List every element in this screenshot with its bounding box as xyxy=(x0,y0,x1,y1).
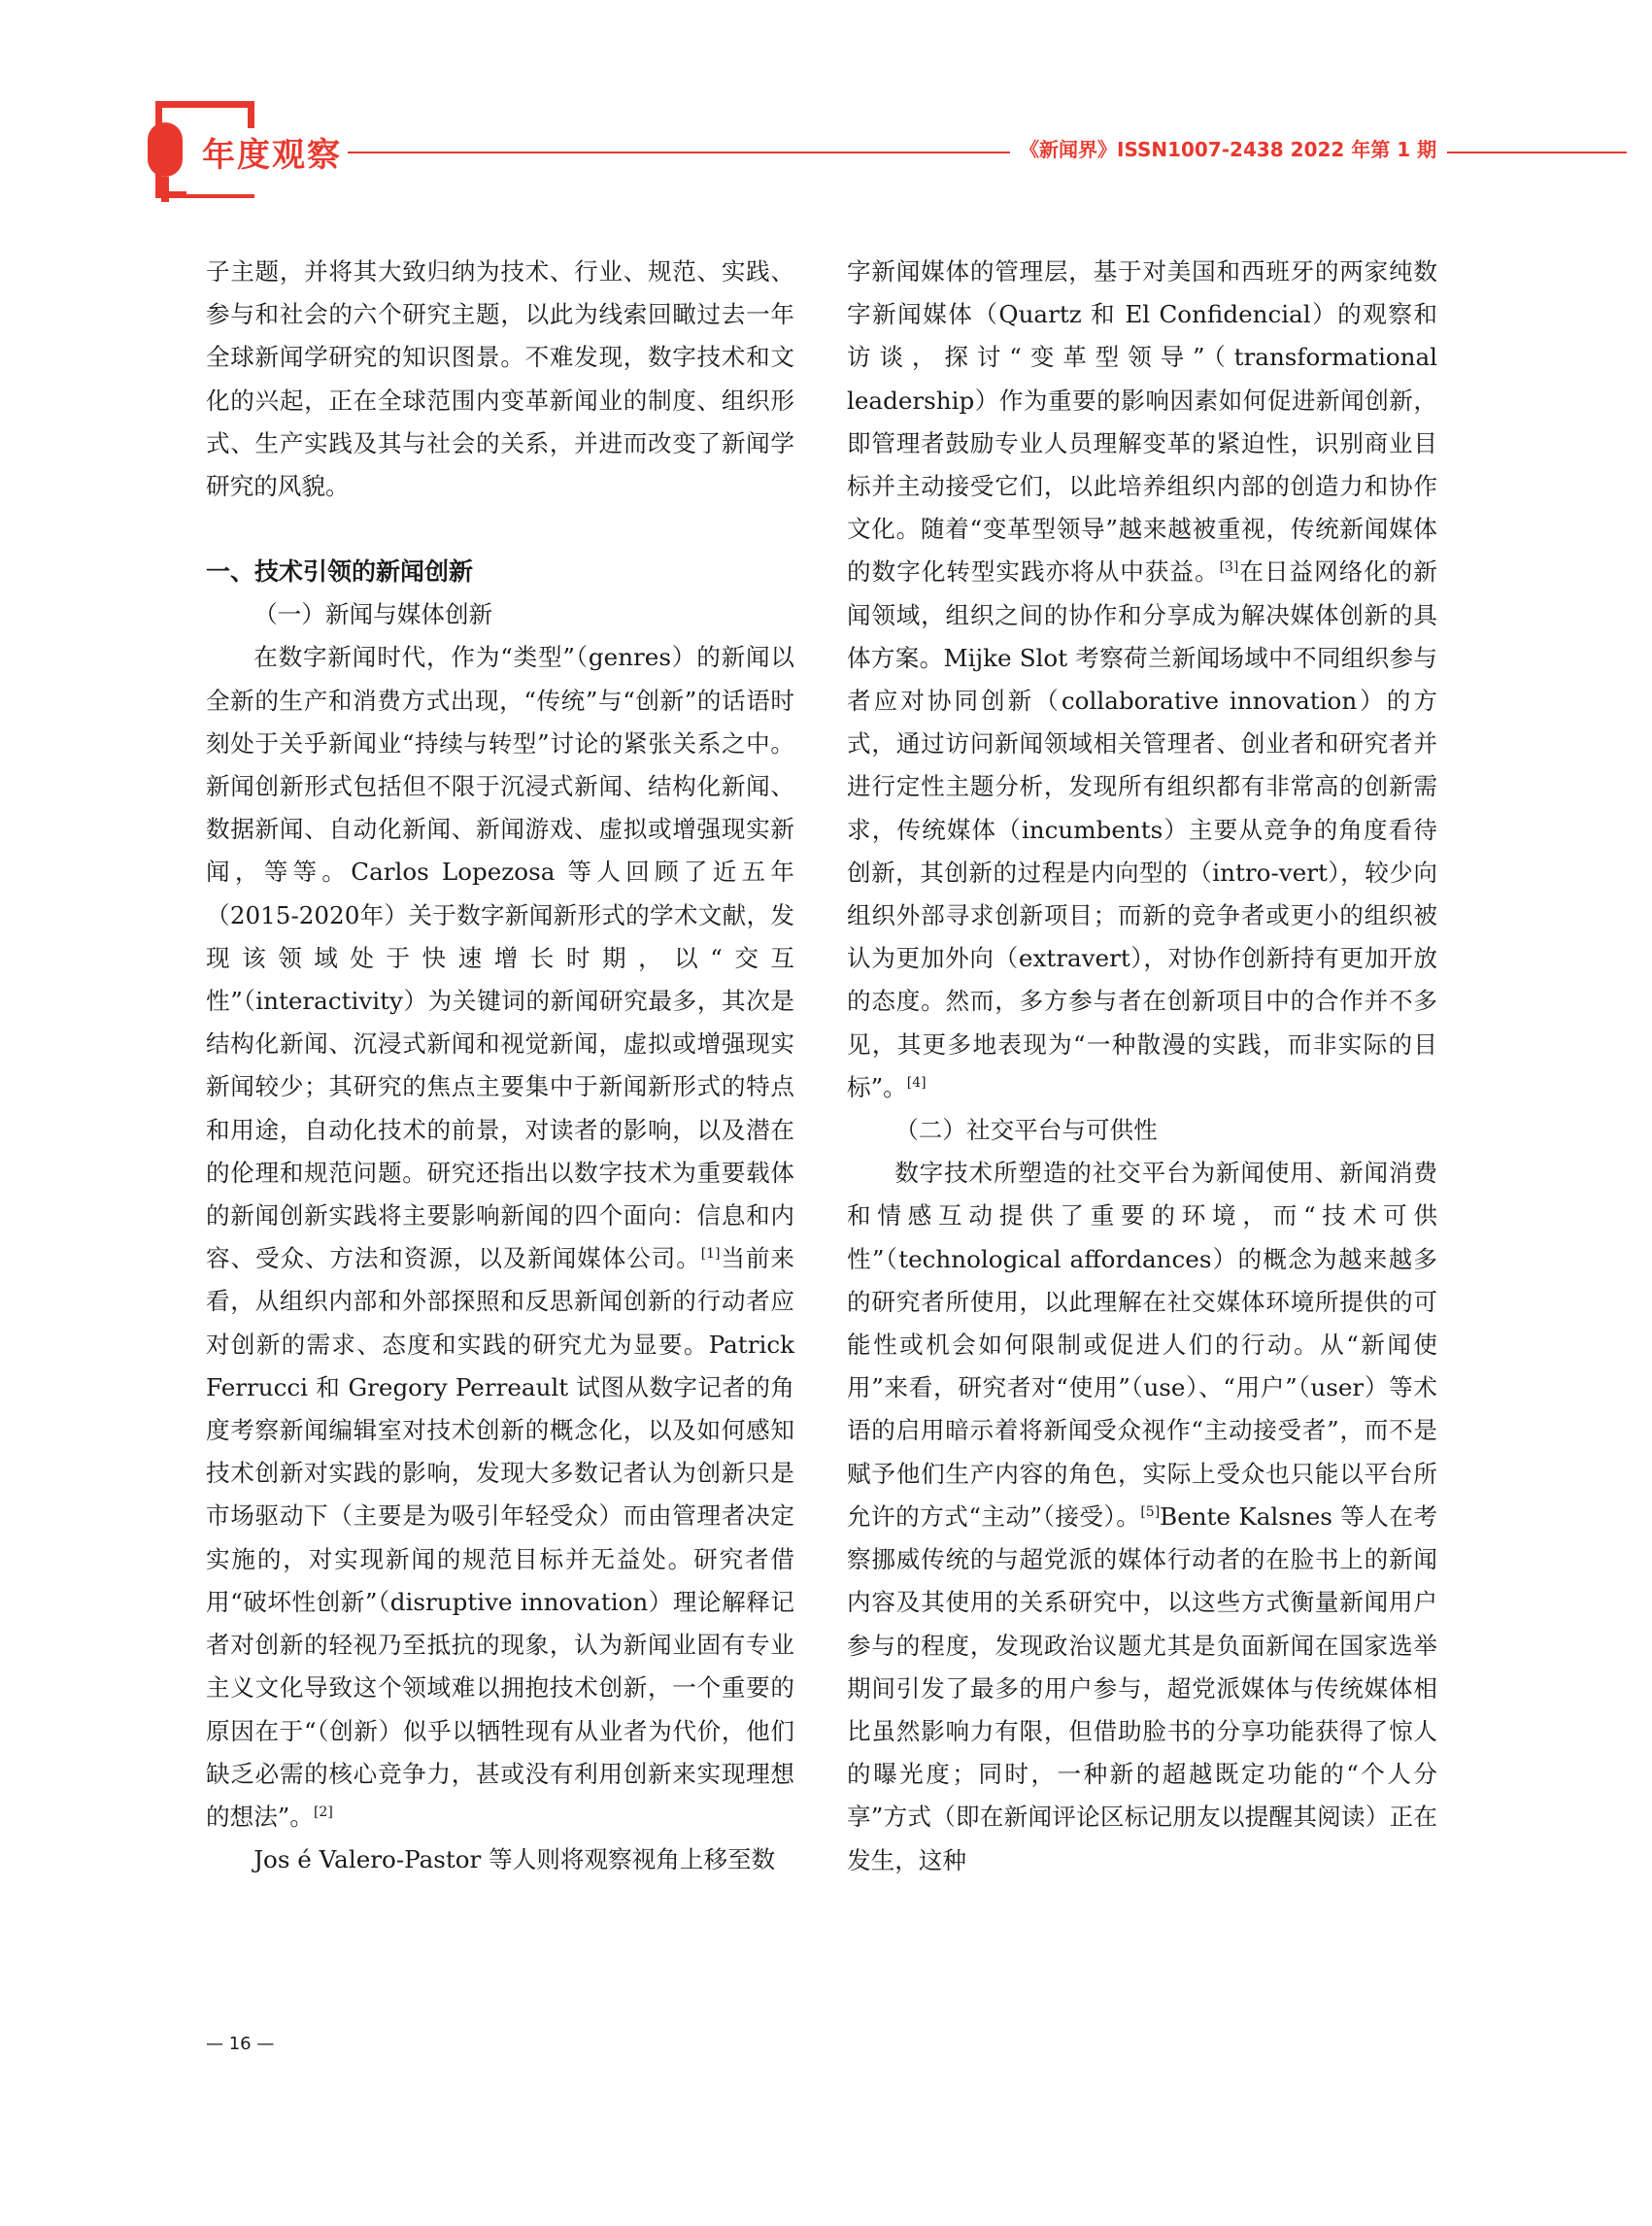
microphone-icon xyxy=(148,122,183,177)
paragraph: 字新闻媒体的管理层，基于对美国和西班牙的两家纯数字新闻媒体（Quartz 和 El Confidencial）的观察和访谈，探讨“变革型领导”（transformational leadership）作为重要的影响因素如何促进新闻创新，即管理者鼓励专业人员理解变革的紧迫性，识别商业目标并主动接受它们，以此培养组织内部的创造力和协作文化。随着“变革型领导”越来越被重视，传统新闻媒体的数字化转型实践亦将从中获益。[3]在日益网络化的新闻领域，组织之间的协作和分享成为解决媒体创新的具体方案。Mijke Slot 考察荷兰新闻场域中不同组织参与者应对协同创新（collaborative innovation）的方式，通过访问新闻领域相关管理者、创业者和研究者并进行定性主题分析，发现所有组织都有非常高的创新需求，传统媒体（incumbents）主要从竞争的角度看待创新，其创新的过程是内向型的（intro-vert），较少向组织外部寻求创新项目；而新的竞争者或更小的组织被认为更加外向（extravert），对协作创新持有更加开放的态度。然而，多方参与者在创新项目中的合作并不多见，其更多地表现为“一种散漫的实践，而非实际的目标”。[4] xyxy=(847,257,1437,1101)
header-rule-right xyxy=(1447,152,1627,153)
left-column xyxy=(206,251,794,1881)
citation-ref[interactable]: [3] xyxy=(1219,559,1239,576)
paragraph: 数字技术所塑造的社交平台为新闻使用、新闻消费和情感互动提供了重要的环境，而“技术可供性”（technological affordances）的概念为越来越多的研究者所使用，以此理解在社交媒体环境所提供的可能性或机会如何限制或促进人们的行动。从“新闻使用”来看，研究者对“使用”（use）、“用户”（user）等术语的启用暗示着将新闻受众视作“主动接受者”，而不是赋予他们生产内容的角色，实际上受众也只能以平台所允许的方式“主动”（接受）。[5]Bente Kalsnes 等人在考察挪威传统的与超党派的媒体行动者的在脸书上的新闻内容及其使用的关系研究中，以这些方式衡量新闻用户参与的程度，发现政治议题尤其是负面新闻在国家选举期间引发了最多的用户参与，超党派媒体与传统媒体相比虽然影响力有限，但借助脸书的分享功能获得了惊人的曝光度；同时，一种新的超越既定功能的“个人分享”方式（即在新闻评论区标记朋友以提醒其阅读）正在发生，这种 xyxy=(847,1159,1437,1874)
section-heading: 一、技术引领的新闻创新 xyxy=(206,557,474,587)
citation-ref[interactable]: [5] xyxy=(1140,1503,1161,1520)
right-column xyxy=(847,251,1437,1882)
page-number: — 16 — xyxy=(206,2034,275,2054)
citation-ref[interactable]: [2] xyxy=(313,1804,333,1820)
paragraph: 子主题，并将其大致归纳为技术、行业、规范、实践、参与和社会的六个研究主题，以此为线索回瞰过去一年全球新闻学研究的知识图景。不难发现，数字技术和文化的兴起，正在全球范围内变革新闻业的制度、组织形式、生产实践及其与社会的关系，并进而改变了新闻学研究的风貌。 xyxy=(206,257,794,501)
header-rule-left xyxy=(330,152,1010,153)
journal-info: 《新闻界》ISSN1007-2438 2022 年第 1 期 xyxy=(1020,138,1437,161)
paragraph: 在数字新闻时代，作为“类型”（genres）的新闻以全新的生产和消费方式出现，“传统”与“创新”的话语时刻处于关乎新闻业“持续与转型”讨论的紧张关系之中。新闻创新形式包括但不限于沉浸式新闻、结构化新闻、数据新闻、自动化新闻、新闻游戏、虚拟或增强现实新闻，等等。Carlos Lopezosa 等人回顾了近五年（2015-2020年）关于数字新闻新形式的学术文献，发现该领域处于快速增长时期，以“交互性”（interactivity）为关键词的新闻研究最多，其次是结构化新闻、沉浸式新闻和视觉新闻，虚拟或增强现实新闻较少；其研究的焦点主要集中于新闻新形式的特点和用途，自动化技术的前景，对读者的影响，以及潜在的伦理和规范问题。研究还指出以数字技术为重要载体的新闻创新实践将主要影响新闻的四个面向：信息和内容、受众、方法和资源，以及新闻媒体公司。[1]当前来看，从组织内部和外部探照和反思新闻创新的行动者应对创新的需求、态度和实践的研究尤为显要。Patrick Ferrucci 和 Gregory Perreault 试图从数字记者的角度考察新闻编辑室对技术创新的概念化，以及如何感知技术创新对实践的影响，发现大多数记者认为创新只是市场驱动下（主要是为吸引年轻受众）而由管理者决定实施的，对实现新闻的规范目标并无益处。研究者借用“破坏性创新”（disruptive innovation）理论解释记者对创新的轻视乃至抵抗的现象，认为新闻业固有专业主义文化导致这个领域难以拥抱技术创新，一个重要的原因在于“（创新）似乎以牺牲现有从业者为代价，他们缺乏必需的核心竞争力，甚或没有利用创新来实现理想的想法”。[2] xyxy=(206,643,794,1831)
citation-ref[interactable]: [1] xyxy=(700,1246,721,1263)
paragraph: Jos é Valero-Pastor 等人则将观察视角上移至数 xyxy=(253,1845,776,1874)
citation-ref[interactable]: [4] xyxy=(906,1074,927,1091)
subsection-heading: （一）新闻与媒体创新 xyxy=(253,600,493,629)
subsection-heading: （二）社交平台与可供性 xyxy=(894,1116,1158,1145)
section-title: 年度观察 xyxy=(196,128,348,176)
